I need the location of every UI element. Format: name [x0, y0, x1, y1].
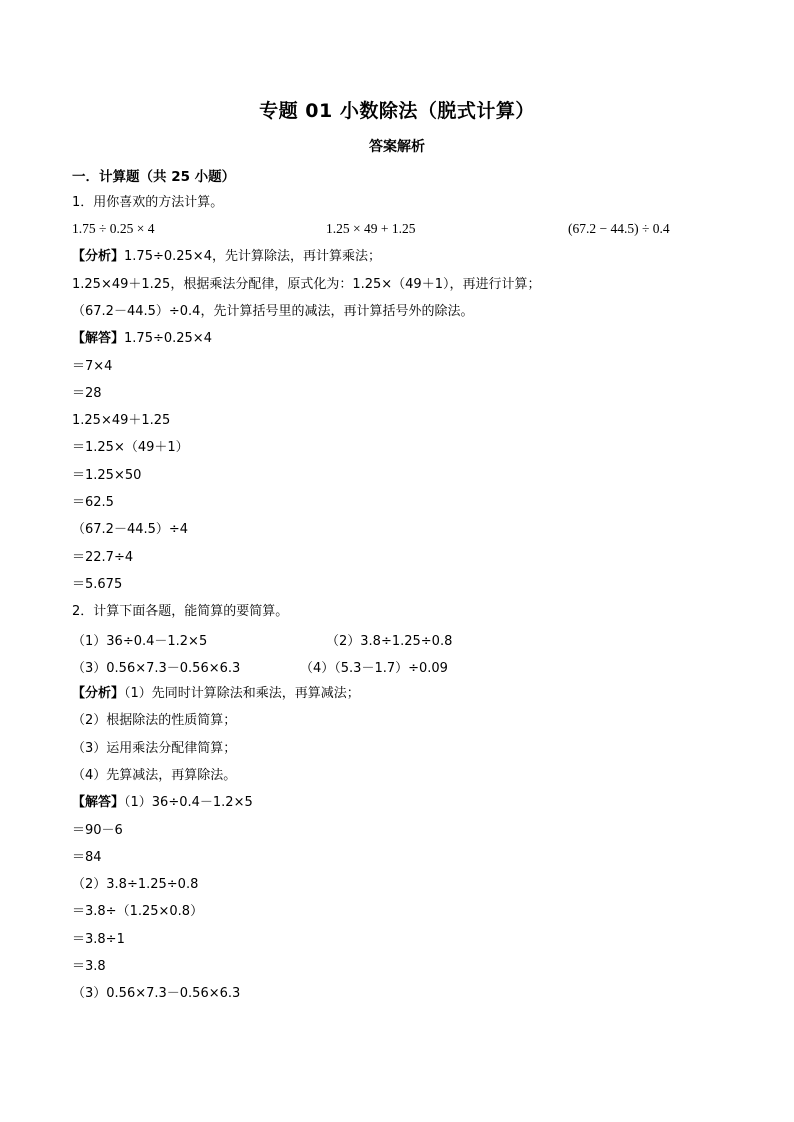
q1-answer-7: ＝62.5 — [72, 495, 114, 510]
q2-answer-5: ＝3.8÷（1.25×0.8） — [72, 904, 204, 919]
q2-answer-2: ＝90－6 — [72, 823, 123, 838]
q2-answer-3: ＝84 — [72, 850, 102, 865]
page-subtitle: 答案解析 — [369, 139, 425, 155]
q2-analysis-line — [72, 685, 360, 703]
q2-item-3: （3）0.56×7.3－0.56×6.3 — [72, 661, 241, 676]
q1-analysis-line — [72, 248, 381, 266]
q2-answer-4: （2）3.8÷1.25÷0.8 — [72, 877, 199, 892]
q2-item-1: （1）36÷0.4－1.2×5 — [72, 634, 208, 649]
q1-stem: 1．用你喜欢的方法计算。 — [72, 195, 224, 210]
q1-answer-3: ＝28 — [72, 386, 102, 401]
q2-analysis-4: （4）先算减法，再算除法。 — [72, 768, 237, 783]
q1-answer-6: ＝1.25×50 — [72, 468, 142, 483]
analysis-tag: 【分析】 — [72, 249, 125, 264]
page-title: 专题 01 小数除法（脱式计算） — [259, 100, 535, 122]
q2-answer-7: ＝3.8 — [72, 959, 106, 974]
q2-answer-6: ＝3.8÷1 — [72, 932, 125, 947]
q2-answer-1: （1）36÷0.4－1.2×5 — [124, 795, 253, 810]
q2-item-4: （4）（5.3－1.7）÷0.09 — [300, 661, 448, 676]
q2-analysis-2: （2）根据除法的性质简算； — [72, 713, 237, 728]
q1-answer-line — [72, 330, 212, 348]
q2-analysis-1: （1）先同时计算除法和乘法，再算减法； — [124, 686, 360, 701]
q1-answer-2: ＝7×4 — [72, 359, 113, 374]
q1-analysis-1: 1.75÷0.25×4，先计算除法，再计算乘法； — [124, 249, 381, 264]
q1-analysis-2: 1.25×49＋1.25，根据乘法分配律，原式化为：1.25×（49＋1），再进行计算； — [72, 277, 541, 292]
q2-stem: 2．计算下面各题，能简算的要简算。 — [72, 604, 289, 619]
answer-tag: 【解答】 — [72, 795, 125, 810]
q1-answer-5: ＝1.25×（49＋1） — [72, 440, 189, 455]
answer-tag: 【解答】 — [72, 331, 125, 346]
q1-expr-1: 1.75 ÷ 0.25 × 4 — [72, 221, 155, 236]
q1-answer-8: （67.2－44.5）÷4 — [72, 522, 189, 537]
q1-expr-3: (67.2 − 44.5) ÷ 0.4 — [568, 221, 670, 236]
q1-answer-9: ＝22.7÷4 — [72, 550, 134, 565]
q2-analysis-3: （3）运用乘法分配律简算； — [72, 741, 237, 756]
q1-analysis-3: （67.2－44.5）÷0.4，先计算括号里的减法，再计算括号外的除法。 — [72, 304, 474, 319]
q2-answer-8: （3）0.56×7.3－0.56×6.3 — [72, 986, 241, 1001]
q1-answer-4: 1.25×49＋1.25 — [72, 413, 171, 428]
q1-answer-1: 1.75÷0.25×4 — [124, 331, 212, 346]
q2-answer-line — [72, 794, 253, 812]
q1-answer-10: ＝5.675 — [72, 577, 123, 592]
section-heading: 一．计算题（共 25 小题） — [72, 169, 236, 185]
q2-item-2: （2）3.8÷1.25÷0.8 — [326, 634, 453, 649]
analysis-tag: 【分析】 — [72, 686, 125, 701]
q1-expr-2: 1.25 × 49 + 1.25 — [326, 221, 416, 236]
